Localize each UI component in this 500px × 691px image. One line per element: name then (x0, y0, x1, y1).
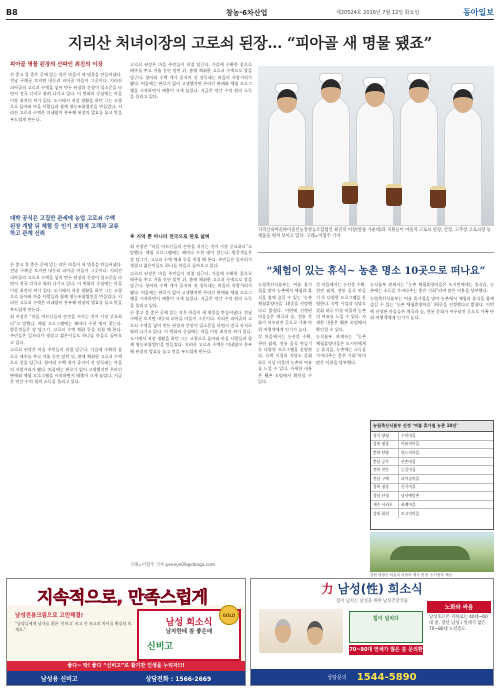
ad-tagline: 남자한테 참 좋은데 (165, 629, 213, 635)
article-paragraph: 고로쇠 된장은 마을 주민들이 직접 담근다. 가을에 수확한 콩으로 메주를 쑤고 겨울 동안 말린 뒤, 봄에 채취한 고로쇠 수액으로 장을 담근다. 항아리 수백 개가 줄지어 선 장독대는 마을의 자랑거리가 됐다. 처음에는 판로가 없어 고생했지만 온라인 판매와 체험 프로그램을 시작하면서 매출이 크게 늘었다. 지금은 연간 수억 원의 소득을 올리고 있다. (130, 62, 252, 100)
ad-product-name: 신비고 (147, 642, 174, 652)
page-number: B8 (6, 8, 18, 17)
table-row: 경남 산청 남사예담촌 (371, 492, 493, 501)
ad-side-title: 노화와 싸움 (427, 601, 491, 613)
article-paragraph: 최 이장은 “마을 어르신들의 손맛을 지키는 것이 가장 중요하다”고 말했다. 체험 프로그램에는 해마다 수천 명이 찾는다. 방문객들은 장 담그기, 고로쇠 수액 채취 등을 직접 해 본다. 주민들은 일자리가 생겼고 젊은이들도 하나둘 마을로 돌아오고 있다. (10, 314, 122, 345)
ad-title-text: 남성(性) 희소식 (337, 582, 423, 596)
article-column-4 (130, 244, 252, 559)
article-paragraph: 농식품부 관계자는 “농촌 체험휴양마을은 도시민에게는 휴식을, 농촌에는 소득을 가져다주는 좋은 기회”라며 많은 이용을 당부했다. (316, 334, 366, 365)
ad-footer (251, 669, 493, 685)
jar-icon (386, 184, 402, 206)
person-figure (312, 96, 350, 226)
product-box (349, 611, 423, 643)
article-paragraph: 농림축산식품부는 여름 휴가철을 맞아 농촌에서 체험과 휴식을 함께 즐길 수 있는 ‘농촌 체험휴양마을’ 10곳을 선정했다고 밝혔다. 이번에 선정된 마을들은 계곡과 숲, 전통 문화가 어우러진 곳으로 가족 단위 여행객에게 인기가 높다. (370, 295, 494, 321)
couple-photo (259, 609, 343, 653)
section-title: 창농·6차산업 (226, 9, 268, 17)
article-paragraph: 고로쇠 된장은 마을 주민들이 직접 담근다. 가을에 수확한 콩으로 메주를 쑤고 겨울 동안 말린 뒤, 봄에 채취한 고로쇠 수액으로 장을 담근다. 항아리 수백 개가 줄지어 선 장독대는 마을의 자랑거리가 됐다. 처음에는 판로가 없어 고생했지만 온라인 판매와 체험 프로그램을 시작하면서 매출이 크게 늘었다. 지금은 연간 수억 원의 소득을 올리고 있다. (130, 270, 252, 308)
article-paragraph: 산 좋고 물 좋은 곳에 있는 작은 마을이 새 명물을 만들어냈다. 전남 구례군 토지면 내동리 피아골 마을이 그곳이다. 지리산 피아골의 고로쇠 수액을 넣어 만든 된장과 간장이 입소문을 타면서 전국 각지로 팔려 나가고 있다. 이 변화의 중심에는 마을 이장 최진의 씨가 있다. 도시에서 직장 생활을 하던 그는 고향으로 돌아와 마을 사람들과 함께 영농조합법인을 만들었다. 지리산 고로쇠 수액은 미네랄이 풍부해 된장의 발효를 돕고 맛을 부드럽게 만든다. (10, 72, 122, 122)
ad-footer (7, 671, 245, 685)
table-row: 강원 평창 어름치마을 (371, 441, 493, 450)
article-paragraph: 최 이장은 “마을 어르신들의 손맛을 지키는 것이 가장 중요하다”고 말했다. 체험 프로그램에는 해마다 수천 명이 찾는다. 방문객들은 장 담그기, 고로쇠 수액 채취 등을 직접 해 본다. 주민들은 일자리가 생겼고 젊은이들도 하나둘 마을로 돌아오고 있다. (130, 244, 252, 269)
ad-age-banner: 70~80대 연세가 많은 분 문의환영 (349, 647, 423, 663)
ad-body-title: 남성전용크림으로 고민해결! (15, 613, 84, 619)
ad-mark: 力 (321, 582, 334, 596)
person-figure (268, 106, 306, 226)
article-paragraph: 산 좋고 물 좋은 곳에 있는 작은 마을이 새 명물을 만들어냈다. 전남 구례군 토지면 내동리 피아골 마을이 그곳이다. 지리산 피아골의 고로쇠 수액을 넣어 만든 된장과 간장이 입소문을 타면서 전국 각지로 팔려 나가고 있다. 이 변화의 중심에는 마을 이장 최진의 씨가 있다. 도시에서 직장 생활을 하던 그는 고향으로 돌아와 마을 사람들과 함께 영농조합법인을 만들었다. 지리산 고로쇠 수액은 미네랄이 풍부해 된장의 발효를 돕고 맛을 부드럽게 만든다. (130, 310, 252, 354)
sub-column-1 (258, 282, 312, 562)
table-row: 충남 공주 산촌마을 (371, 458, 493, 467)
ad-footer-label: 상담문의 (327, 674, 347, 681)
divider (258, 252, 494, 253)
ad-side-body: 남성호르몬 저하로는 40대~60대 중, 장년 남성 / 연세가 많은 70~80대 노년층도 (429, 615, 488, 632)
table-row: 경기 양평 수미마을 (371, 432, 493, 441)
article-paragraph: 고로쇠 된장은 마을 주민들이 직접 담근다. 가을에 수확한 콩으로 메주를 쑤고 겨울 동안 말린 뒤, 봄에 채취한 고로쇠 수액으로 장을 담근다. 항아리 수백 개가 줄지어 선 장독대는 마을의 자랑거리가 됐다. 처음에는 판로가 없어 고생했지만 온라인 판매와 체험 프로그램을 시작하면서 매출이 크게 늘었다. 지금은 연간 수억 원의 소득을 올리고 있다. (10, 347, 122, 385)
article-column-3 (10, 262, 122, 562)
byline: 구례=이형주 기자 peneye09@donga.com (130, 563, 216, 568)
advertisement-namseong[interactable] (250, 578, 494, 686)
table-row: 강원 화천 토고미마을 (371, 509, 493, 518)
article-photo (258, 66, 494, 226)
ad-body-text: “남성들에게 남자를 위한 ‘신비고’ 쓰고 안 쓰고의 차이를 확실히 보세요.” (15, 621, 132, 632)
person-figure (444, 106, 482, 226)
article-column-2 (130, 62, 252, 232)
ad-ribbon: 좋다~ 딱! 좋다 “신비고”로 활기찬 인생을 누리자!!! (7, 661, 245, 671)
table-row: 경북 청송 신기마을 (371, 484, 493, 493)
landscape-caption: 강원 평창군 어름치 마을의 계곡 풍경. 농식품부 제공 (370, 573, 453, 577)
table-row: 충북 단양 한드미마을 (371, 449, 493, 458)
sub-column-2 (316, 282, 366, 562)
product-box-label: 힘이 넘치다 (373, 616, 399, 622)
photo-caption: 지리산피아골바이올린농장영농조합법인 최진의 이장(앞줄 가운데)과 직원들이 마을의 고로쇠 된장, 간장, 고추장 고로쇠장 등 제품을 펼쳐 보이고 있다. 구례=이형주 기자 (258, 228, 491, 239)
person-figure (356, 100, 394, 226)
newspaper-logo: 동아일보 (463, 8, 494, 17)
advertisement-sinbigo[interactable] (6, 578, 246, 686)
table-title: 농림축산식품부 선정 ‘여름 휴가철 농촌 10선’ (371, 421, 493, 432)
main-headline: 지리산 처녀이장의 고로쇠 된장… “피아골 새 명물 됐죠” (68, 34, 432, 52)
table-row: 전남 구례 피아골마을 (371, 475, 493, 484)
ad-footer-product: 남성용 신비고 (40, 675, 78, 683)
table-row: 제주 서귀포 하례마을 (371, 501, 493, 510)
ad-top-band (7, 579, 245, 608)
article-paragraph: 각 마을에서는 농산물 수확, 천연 염색, 전통 음식 만들기 등 다양한 프로그램을 운영한다. 숙박 시설과 식당도 갖춰 하루 이상 머물며 농촌의 여유를 느낄 수 있다. 자세한 내용은 웰촌 포털에서 확인할 수 있다. (316, 282, 366, 332)
ad-side-panel (427, 601, 491, 665)
article-paragraph: 농림축산식품부는 여름 휴가철을 맞아 농촌에서 체험과 휴식을 함께 즐길 수 있는 ‘농촌 체험휴양마을’ 10곳을 선정했다고 밝혔다. 이번에 선정된 마을들은 계곡과 숲, 전통 문화가 어우러진 곳으로 가족 단위 여행객에게 인기가 높다. (258, 282, 312, 332)
section-subhead: ※ 지역 뿐 아니라 전국으로 판로 넓혀 (130, 235, 210, 240)
gold-seal-icon: GOLD (219, 605, 239, 625)
article-paragraph: 산 좋고 물 좋은 곳에 있는 작은 마을이 새 명물을 만들어냈다. 전남 구례군 토지면 내동리 피아골 마을이 그곳이다. 지리산 피아골의 고로쇠 수액을 넣어 만든 된장과 간장이 입소문을 타면서 전국 각지로 팔려 나가고 있다. 이 변화의 중심에는 마을 이장 최진의 씨가 있다. 도시에서 직장 생활을 하던 그는 고향으로 돌아와 마을 사람들과 함께 영농조합법인을 만들었다. 지리산 고로쇠 수액은 미네랄이 풍부해 된장의 발효를 돕고 맛을 부드럽게 만든다. (10, 262, 122, 312)
jar-icon (342, 182, 358, 204)
landscape-photo (370, 532, 494, 572)
article-paragraph: 농식품부 관계자는 “농촌 체험휴양마을은 도시민에게는 휴식을, 농촌에는 소득을 가져다주는 좋은 기회”라며 많은 이용을 당부했다. (370, 282, 494, 294)
ad-subtitle: 힘이 넘치는 남성을 위한 남성건강식품 (336, 599, 408, 604)
article-paragraph: 각 마을에서는 농산물 수확, 천연 염색, 전통 음식 만들기 등 다양한 프로그램을 운영한다. 숙박 시설과 식당도 갖춰 하루 이상 머물며 농촌의 여유를 느낄 수 있다. 자세한 내용은 웰촌 포털에서 확인할 수 있다. (258, 334, 312, 385)
ad-phone[interactable]: 상담전화 : 1566-2669 (145, 675, 212, 683)
article-subhead: 피아골 명물 된장의 산파인 최진의 이장 (10, 62, 103, 68)
table-row: 전북 진안 능길마을 (371, 466, 493, 475)
issue-meta: 제20524호 2016년 7월 12일 화요일 (336, 10, 420, 16)
ad-phone[interactable]: 1544-5890 (356, 671, 417, 683)
sub-column-3 (370, 282, 494, 416)
ad-brand: 남성 희소식 (165, 618, 213, 628)
village-table (370, 420, 494, 530)
article-column-1 (10, 72, 122, 212)
jar-icon (430, 186, 446, 208)
sub-article-headline: “체험이 있는 휴식~ 농촌 명소 10곳으로 떠나요” (266, 266, 486, 277)
ad-headline: 지속적으로, 만족스럽게 (37, 588, 208, 608)
ad-title (251, 579, 493, 599)
pull-quote: 대박 공식은 고집만 관세에 농업 고로쇠 수액 된장 개발 뒤 체험 등 인기 포함적 고객과 교류하고 관계 신뢰 (10, 216, 119, 237)
jar-icon (298, 186, 314, 208)
page-header (6, 6, 494, 20)
